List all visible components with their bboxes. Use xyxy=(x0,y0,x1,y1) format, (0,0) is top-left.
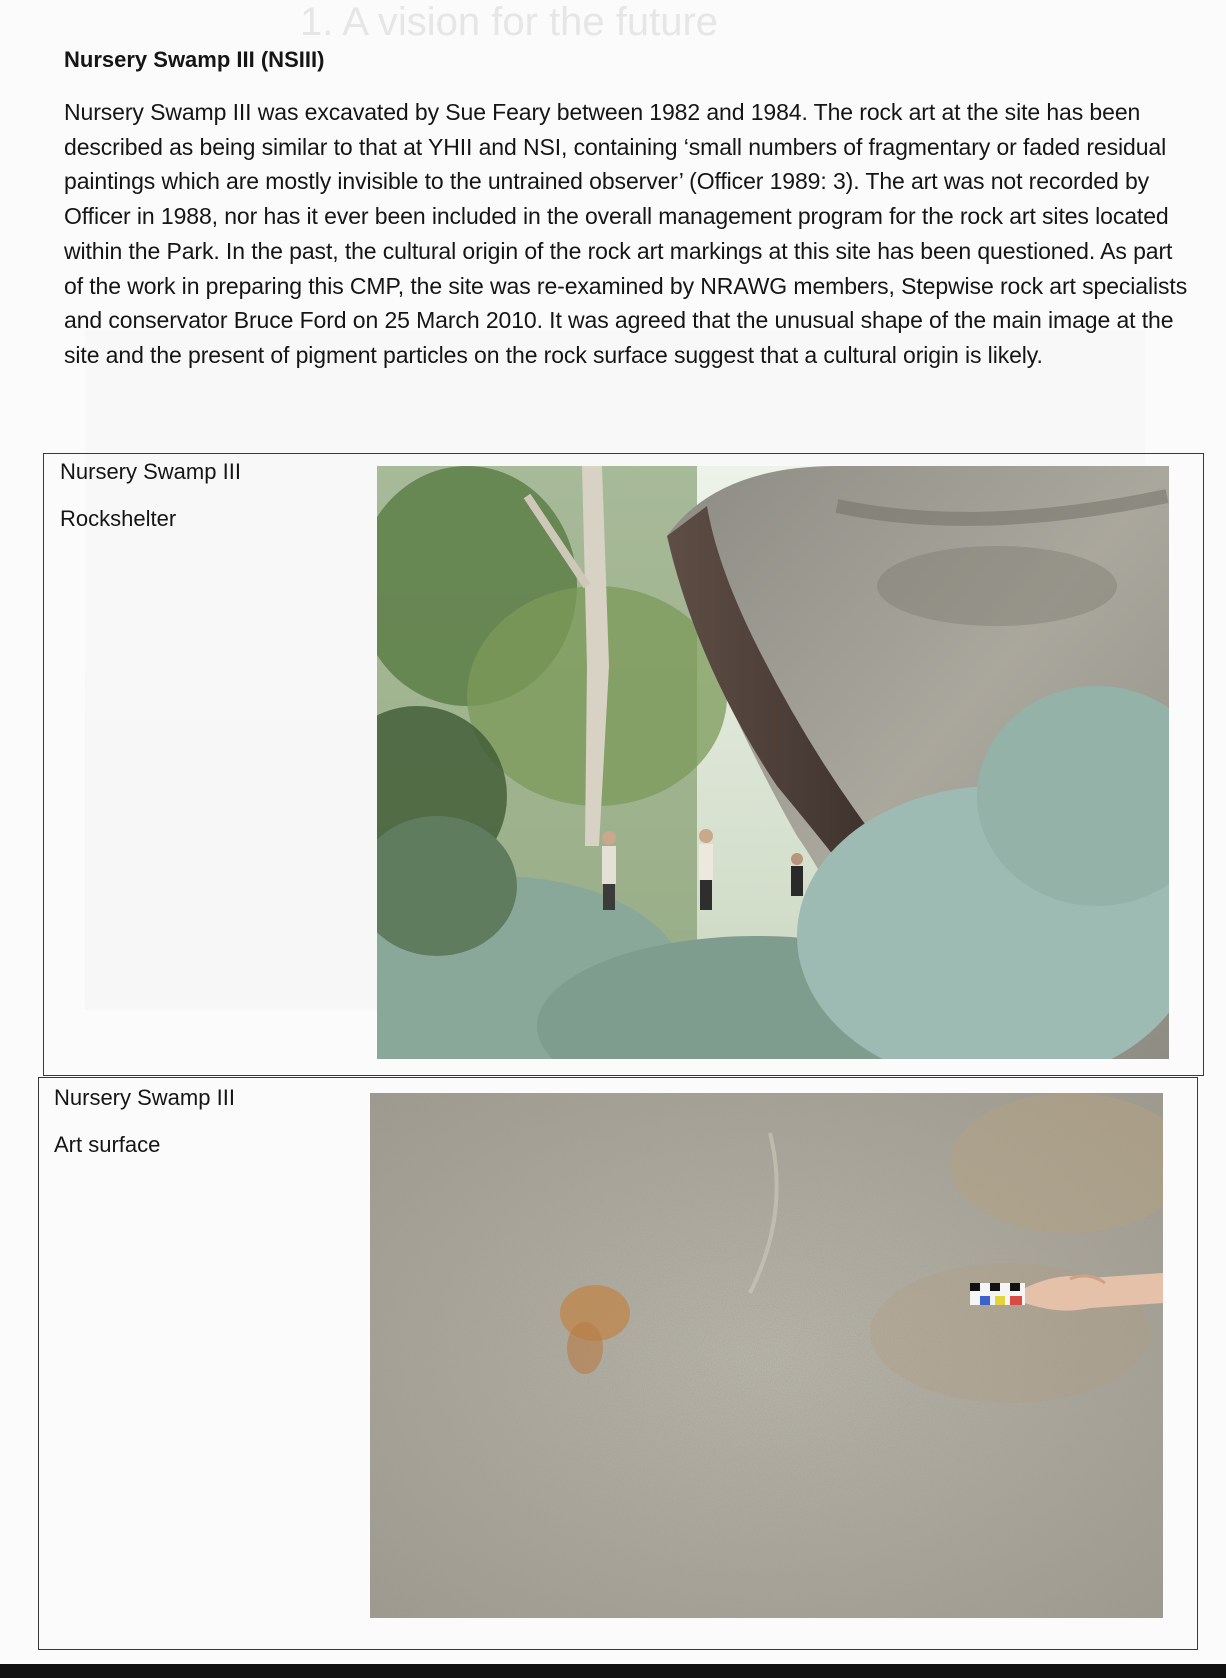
figure-caption-site: Nursery Swamp III xyxy=(54,1085,235,1110)
figure-row-rockshelter xyxy=(43,453,1204,1076)
scale-bar-icon xyxy=(970,1283,1025,1305)
figure-caption-site: Nursery Swamp III xyxy=(60,459,241,484)
figure-row-art-surface xyxy=(38,1077,1198,1650)
art-surface-image xyxy=(370,1093,1163,1618)
figure-caption xyxy=(54,1074,235,1168)
scan-edge xyxy=(0,1664,1226,1678)
figure-caption xyxy=(60,448,241,542)
section-paragraph: Nursery Swamp III was excavated by Sue Feary between 1982 and 1984. The rock art at the site has been described as being similar to that at YHII and NSI, containing ‘small numbers of fragmentary or faded residual paintings which are mostly invisible to the untrained observer’ (Officer 1989: 3). The art was not recorded by Officer in 1988, nor has it ever been included in the overall management program for the rock art sites located within the Park. In the past, the cultural origin of the rock art markings at this site has been questioned. As part of the work in preparing this CMP, the site was re-examined by NRAWG members, Stepwise rock art specialists and conservator Bruce Ford on 25 March 2010. It was agreed that the unusual shape of the main image at the site and the present of pigment particles on the rock surface suggest that a cultural origin is likely. xyxy=(64,99,1188,368)
section-heading: Nursery Swamp III (NSIII) xyxy=(64,47,325,72)
bleed-through-title: 1. A vision for the future xyxy=(300,0,719,44)
figure-caption-type: Art surface xyxy=(54,1132,161,1157)
figure-caption-type: Rockshelter xyxy=(60,506,177,531)
art-surface-photo xyxy=(370,1093,1163,1618)
rockshelter-image xyxy=(377,466,1169,1059)
rockshelter-photo xyxy=(377,466,1169,1059)
